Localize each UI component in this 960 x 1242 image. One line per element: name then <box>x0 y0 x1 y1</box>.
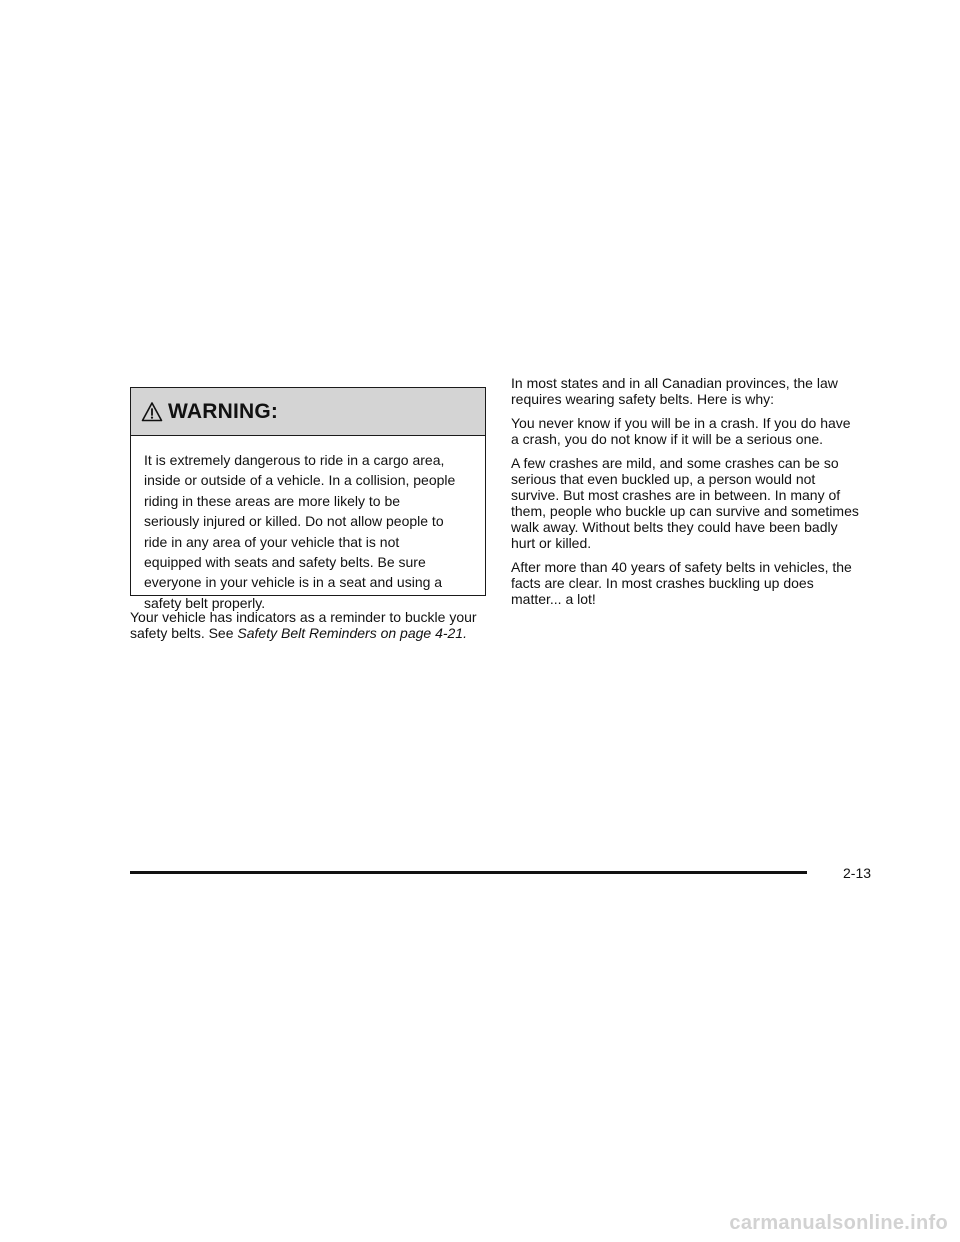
warning-text-line: seriously injured or killed. Do not allow people to <box>144 513 444 530</box>
paragraph-line: walk away. Without belts they could have been badly <box>511 519 838 535</box>
paragraph-line: After more than 40 years of safety belts in vehicles, the <box>511 559 852 575</box>
paragraph-line: In most states and in all Canadian provinces, the law <box>511 375 838 391</box>
paragraph-line: survive. But most crashes are in between. In many of <box>511 487 841 503</box>
paragraph-severity <box>511 455 873 551</box>
paragraph-line: A few crashes are mild, and some crashes can be so <box>511 455 839 471</box>
page-number: 2-13 <box>843 865 872 881</box>
paragraph-line: serious that even buckled up, a person would not <box>511 471 816 487</box>
reminder-paragraph <box>130 609 490 641</box>
reminder-line <box>130 625 490 641</box>
warning-body <box>131 436 485 613</box>
warning-text-line: equipped with seats and safety belts. Be sure <box>144 554 426 571</box>
paragraph-line: a crash, you do not know if it will be a serious one. <box>511 431 824 447</box>
watermark: carmanualsonline.info <box>729 1212 948 1234</box>
safety-belt-reminders-reference[interactable]: Safety Belt Reminders on page 4-21. <box>237 625 467 641</box>
reminder-prefix: safety belts. See <box>130 625 238 641</box>
warning-text-line: riding in these areas are more likely to be <box>144 492 401 509</box>
warning-box <box>130 387 486 611</box>
warning-triangle-icon <box>141 401 163 423</box>
right-column <box>511 375 873 615</box>
warning-text-line: everyone in your vehicle is in a seat and using a <box>144 574 443 591</box>
footer-rule <box>130 871 807 874</box>
warning-header <box>131 388 485 436</box>
paragraph-line: You never know if you will be in a crash. If you do have <box>511 415 851 431</box>
paragraph-line: them, people who buckle up can survive and sometimes <box>511 503 859 519</box>
paragraph-law <box>511 375 873 407</box>
paragraph-line: facts are clear. In most crashes buckling up does <box>511 575 814 591</box>
warning-text-line: safety belt properly. <box>144 594 266 611</box>
paragraph-line: hurt or killed. <box>511 535 592 551</box>
warning-text-line: inside or outside of a vehicle. In a collision, people <box>144 472 456 489</box>
reminder-line: Your vehicle has indicators as a reminder to buckle your <box>130 609 477 625</box>
warning-text-line: It is extremely dangerous to ride in a cargo area, <box>144 452 445 468</box>
warning-title: WARNING: <box>168 399 279 423</box>
warning-text-line: ride in any area of your vehicle that is not <box>144 533 400 550</box>
paragraph-facts <box>511 559 873 607</box>
paragraph-line: requires wearing safety belts. Here is why: <box>511 391 774 407</box>
paragraph-crash <box>511 415 873 447</box>
paragraph-line: matter... a lot! <box>511 591 596 607</box>
